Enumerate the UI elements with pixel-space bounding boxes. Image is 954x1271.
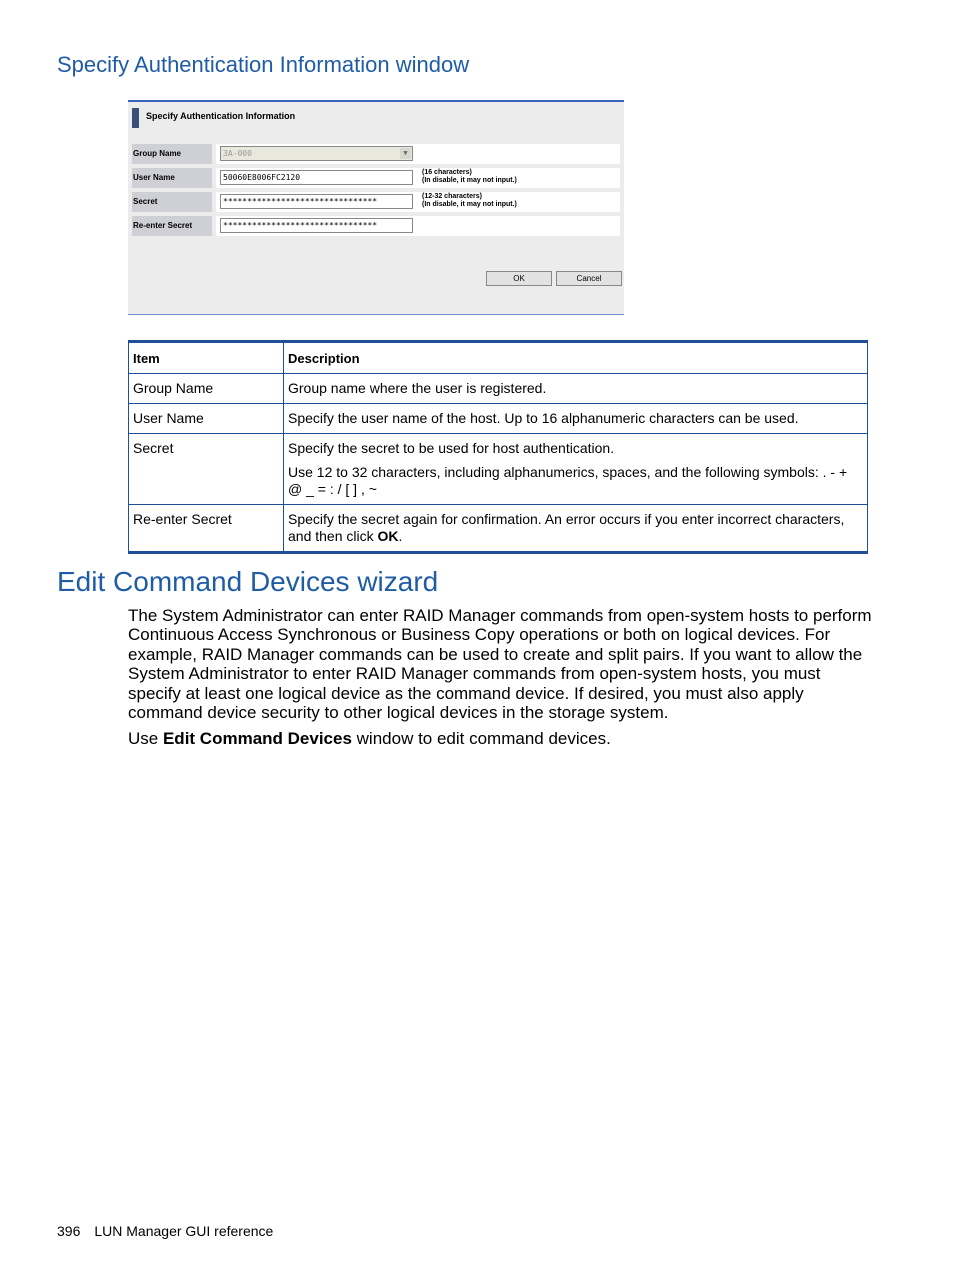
description-cell: Group name where the user is registered. (284, 374, 868, 404)
item-cell: Group Name (129, 374, 284, 404)
field-note: (12-32 characters) (In disable, it may not input.) (422, 193, 517, 208)
column-header-description: Description (284, 342, 868, 374)
item-cell: Secret (129, 434, 284, 505)
ok-button[interactable]: OK (486, 271, 552, 286)
dialog-label: User Name (132, 168, 212, 188)
dialog-title: Specify Authentication Information (146, 111, 296, 121)
table-row (129, 404, 868, 434)
dialog-label: Secret (132, 192, 212, 212)
paragraph: Use Edit Command Devices window to edit command devices. (128, 729, 611, 749)
description-cell: Specify the secret again for confirmation. An error occurs if you enter incorrect characters, and then click OK. (284, 505, 868, 553)
table-row (129, 434, 868, 505)
item-cell: User Name (129, 404, 284, 434)
description-cell: Specify the secret to be used for host authentication. Use 12 to 32 characters, including alphanumerics, spaces, and the following symbols: . - + @ _ = : / [ ] , ~ (284, 434, 868, 505)
dialog-label: Group Name (132, 144, 212, 164)
description-cell: Specify the user name of the host. Up to 16 alphanumeric characters can be used. (284, 404, 868, 434)
group-name-select[interactable]: 3A-000 ▼ (220, 146, 413, 161)
footer-text: LUN Manager GUI reference (94, 1223, 274, 1239)
table-header-row (129, 342, 868, 374)
paragraph: The System Administrator can enter RAID Manager commands from open-system hosts to perform Continuous Access Synchronous or Business Copy operations or both on logical devices. For example, RAID Manager commands can be used to create and split pairs. If you want to allow the System Administrator to enter RAID Manager commands from open-system hosts, you must specify at least one logical device as the command device. If desired, you must also apply command device security to other logical devices in the storage system. (128, 606, 872, 723)
re-enter-secret-input[interactable]: ******************************** (220, 218, 413, 233)
table-row (129, 505, 868, 553)
table-row (129, 374, 868, 404)
page-number: 396 (57, 1223, 81, 1239)
column-header-item: Item (129, 342, 284, 374)
dialog-title-bar-marker (132, 108, 139, 128)
user-name-input[interactable]: 50060E8006FC2120 (220, 170, 413, 185)
dialog-row-group-name (132, 144, 620, 164)
chevron-down-icon[interactable]: ▼ (400, 148, 411, 159)
dialog-row-re-enter-secret (132, 216, 620, 236)
section-title: Specify Authentication Information window (57, 52, 470, 77)
chapter-title: Edit Command Devices wizard (57, 566, 439, 597)
dialog-screenshot (128, 100, 624, 315)
dialog-label: Re-enter Secret (132, 216, 212, 236)
field-note: (16 characters) (In disable, it may not input.) (422, 169, 517, 184)
page-footer (57, 1223, 273, 1239)
dialog-row-secret (132, 192, 620, 212)
cancel-button[interactable]: Cancel (556, 271, 622, 286)
item-cell: Re-enter Secret (129, 505, 284, 553)
body-text (128, 606, 873, 756)
dialog-row-user-name (132, 168, 620, 188)
secret-input[interactable]: ******************************** (220, 194, 413, 209)
item-description-table (128, 340, 868, 554)
